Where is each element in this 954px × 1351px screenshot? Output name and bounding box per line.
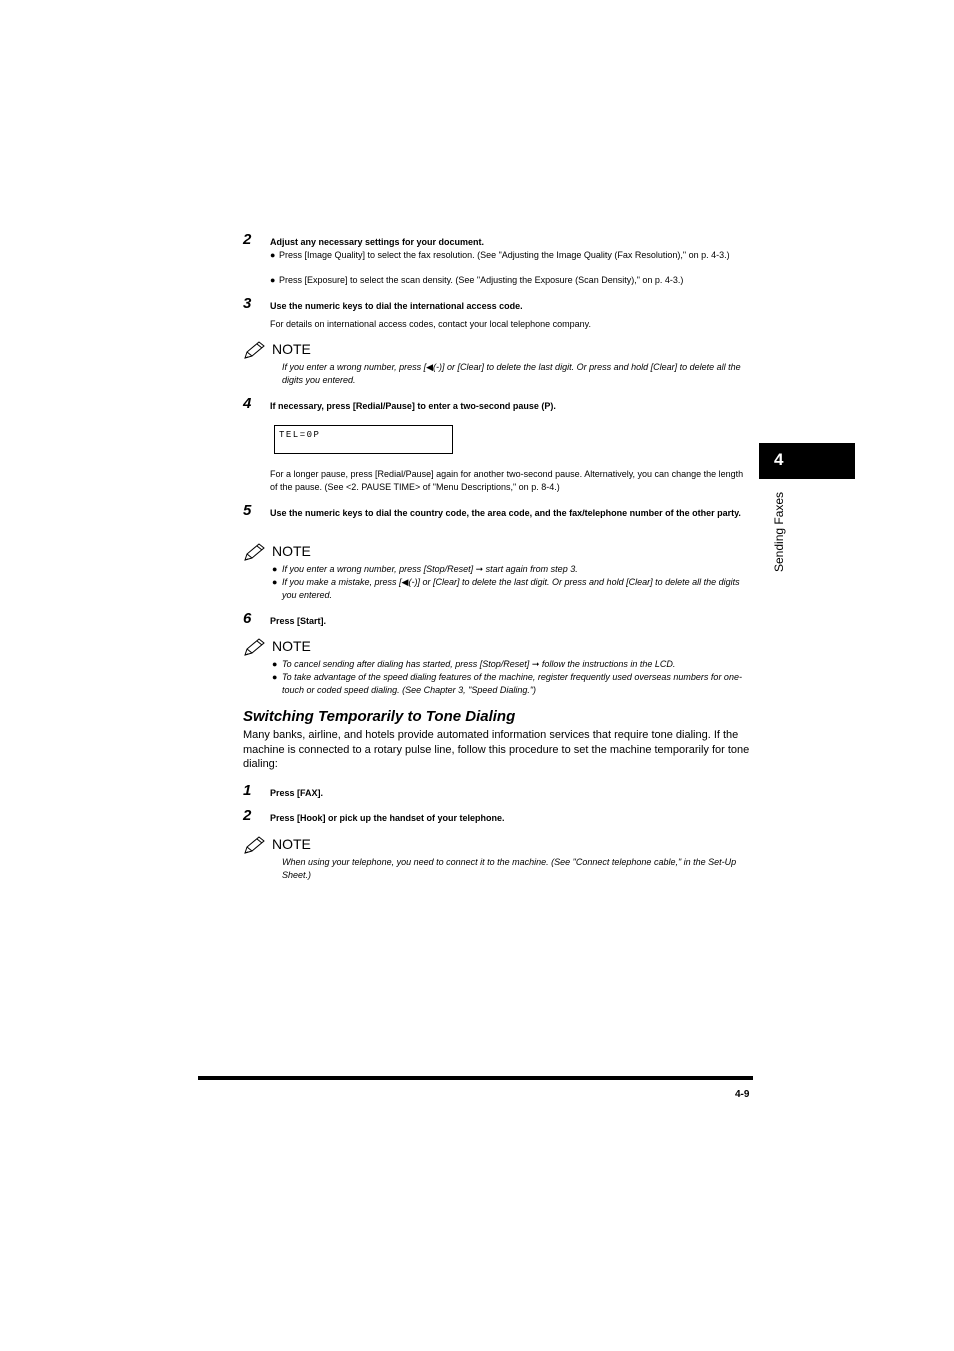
bullet-icon: ● [272, 672, 278, 682]
bullet-icon: ● [272, 564, 278, 574]
list-item [270, 274, 742, 287]
section-body: Many banks, airline, and hotels provide automated information services that require tone dialing. If the machine is connected to a rotary pulse line, follow this procedure to set the machine temporarily for tone dialing: [243, 729, 750, 770]
section-title: Switching Temporarily to Tone Dialing [243, 708, 516, 725]
note-label: NOTE [272, 341, 311, 357]
note-label: NOTE [272, 638, 311, 654]
page-number: 4-9 [735, 1089, 750, 1100]
chapter-side-label: Sending Faxes [772, 491, 786, 572]
note-list-item: ● If you enter a wrong number, press [Stop/Reset] ➞ start again from step 3. [272, 564, 578, 574]
step-number: 2 [243, 807, 252, 824]
step-body: For details on international access codes, contact your local telephone company. [270, 319, 592, 329]
list-item-text: Press [Exposure] to select the scan density. (See "Adjusting the Exposure (Scan Density)," on p. 4-3.) [279, 275, 684, 285]
step-number: 3 [243, 295, 252, 312]
bullet-icon: ● [270, 250, 276, 260]
step-number: 4 [243, 395, 252, 412]
lcd-display [274, 425, 453, 454]
pencil-icon [243, 835, 267, 855]
pencil-icon [243, 340, 267, 360]
list-item [270, 249, 742, 262]
step-title: Adjust any necessary settings for your document. [270, 237, 485, 247]
left-arrow-key-icon: ◀ [401, 577, 409, 587]
step-number: 1 [243, 782, 252, 799]
step-number: 2 [243, 231, 252, 248]
step-title: Press [FAX]. [270, 788, 324, 798]
step-title: Use the numeric keys to dial the international access code. [270, 301, 523, 311]
arrow-icon: ➞ [475, 564, 484, 574]
pencil-icon [243, 542, 267, 562]
note-list-item: ● To cancel sending after dialing has started, press [Stop/Reset] ➞ follow the instructions in the LCD. [272, 659, 676, 669]
pencil-icon [243, 637, 267, 657]
left-arrow-key-icon: ◀ [426, 362, 433, 372]
bullet-icon: ● [272, 577, 278, 587]
note-text: If you enter a wrong number, press [◀(-)] or [Clear] to delete the last digit. Or press and hold [Clear] to delete all the digits you entered. [282, 362, 741, 385]
step-title: Press [Start]. [270, 616, 327, 626]
note-text: When using your telephone, you need to connect it to the machine. (See "Connect telephone cable," in the Set-Up Sheet.) [282, 857, 737, 880]
chapter-number: 4 [774, 450, 784, 469]
step-number: 6 [243, 610, 252, 627]
footer-rule [198, 1076, 753, 1080]
arrow-icon: ➞ [531, 659, 540, 669]
note-label: NOTE [272, 543, 311, 559]
step-title: If necessary, press [Redial/Pause] to enter a two-second pause (P). [270, 401, 556, 411]
step-number: 5 [243, 502, 252, 519]
note-label: NOTE [272, 836, 311, 852]
bullet-icon: ● [270, 275, 276, 285]
list-item-text: Press [Image Quality] to select the fax resolution. (See "Adjusting the Image Quality (Fax Resolution)," on p. 4-3.) [279, 250, 730, 260]
note-list-item: ● If you make a mistake, press [◀(-)] or [Clear] to delete the last digit. Or press and hold [Clear] to delete all the digits you entered. [272, 577, 740, 600]
step-title: Use the numeric keys to dial the country code, the area code, and the fax/telephone number of the other party. [270, 508, 741, 518]
step-title: Press [Hook] or pick up the handset of your telephone. [270, 813, 505, 823]
lcd-text: TEL=0P [279, 430, 321, 440]
bullet-icon: ● [272, 659, 278, 669]
step-body: For a longer pause, press [Redial/Pause] again for another two-second pause. Alternatively, you can change the length of the pause. (See <2. PAUSE TIME> of "Menu Descriptions," on p. 8-4.) [270, 469, 744, 492]
chapter-tab [759, 443, 855, 479]
note-list-item: ● To take advantage of the speed dialing features of the machine, register frequently used overseas numbers for one-touch or coded speed dialing. (See Chapter 3, "Speed Dialing.") [272, 672, 742, 695]
